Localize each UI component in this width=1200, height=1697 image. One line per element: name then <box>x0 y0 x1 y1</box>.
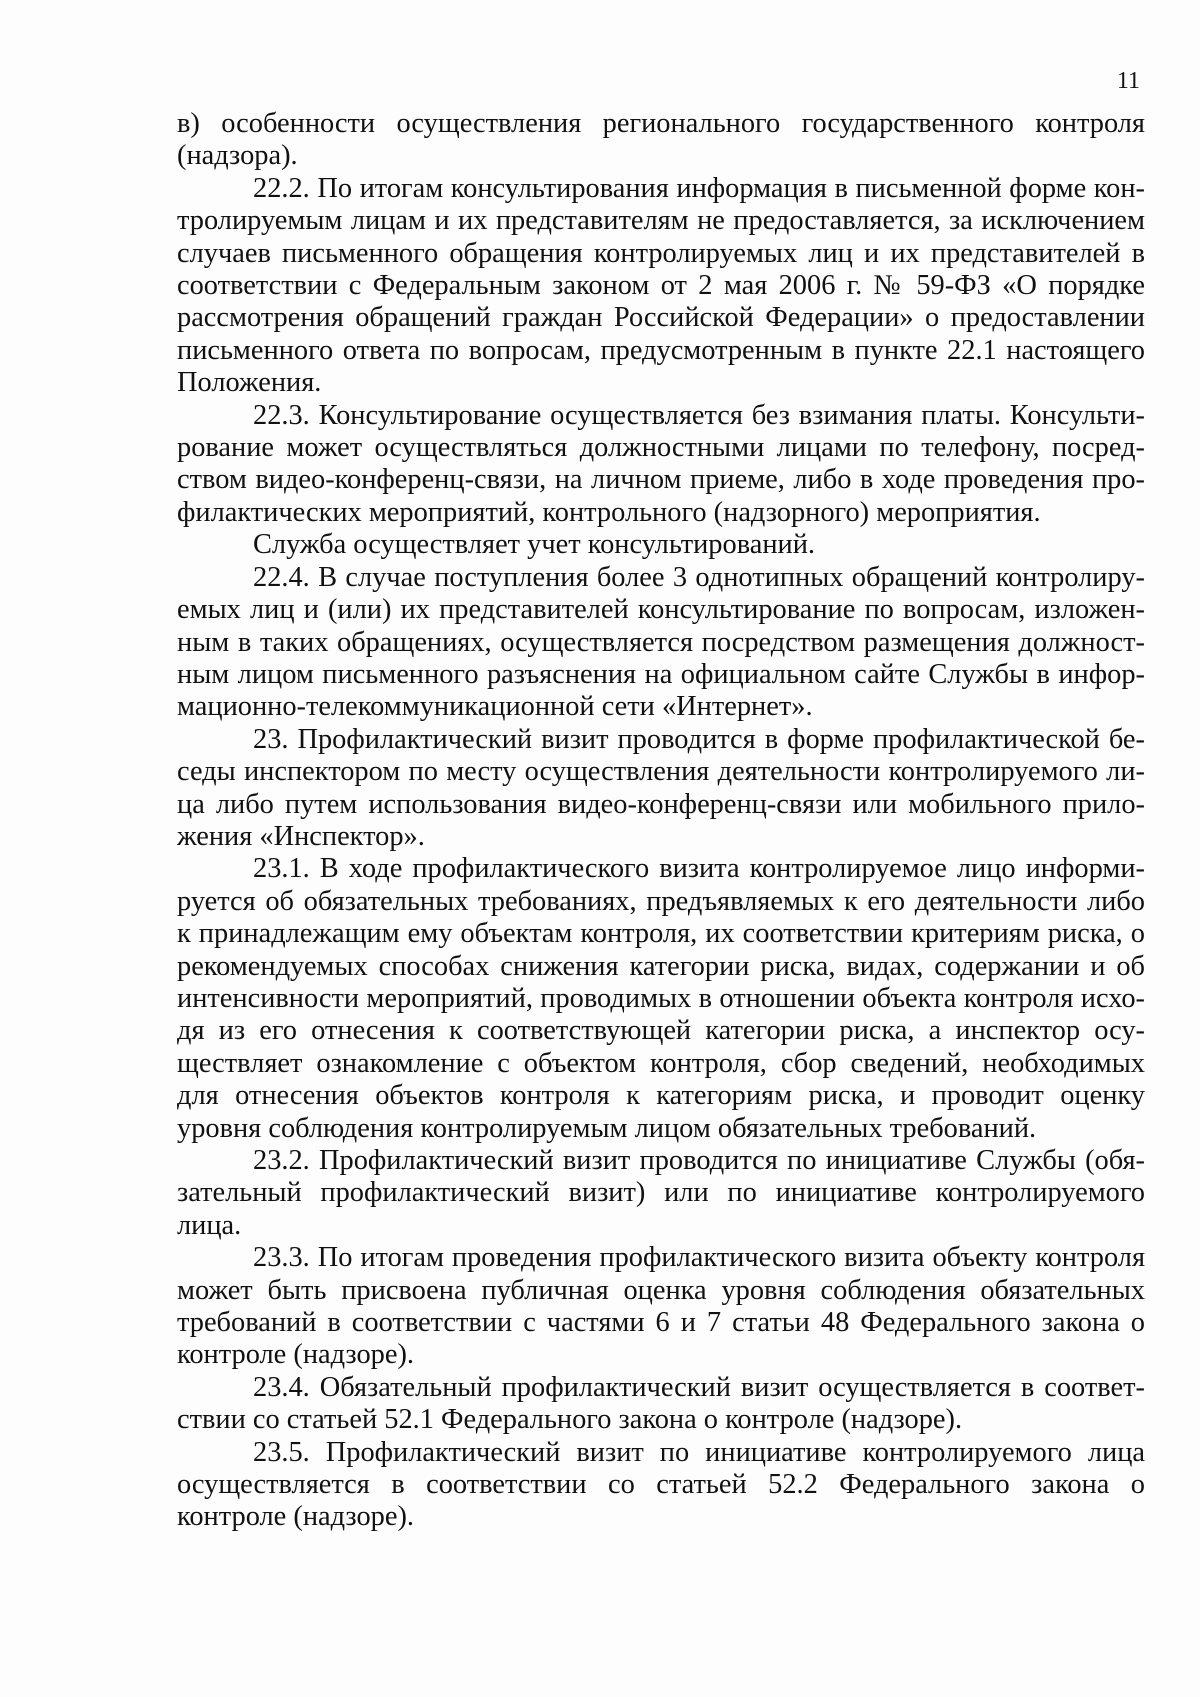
paragraph: 22.3. Консультирование осуществляется без взимания платы. Консультирование может осуществляться должностными лицами по телефону, посредством видео-конференц-связи, на личном приеме, либо в ходе проведения профилактических мероприятий, контрольного (надзорного) мероприятия. <box>177 399 1145 528</box>
paragraph: в) особенности осуществления регионального государственного контроля (надзора). <box>177 108 1145 172</box>
paragraph: 23.5. Профилактический визит по инициативе контролируемого лица осуществляется в соответствии со статьей 52.2 Федерального закона о контроле (надзоре). <box>177 1436 1145 1533</box>
paragraph: 23.4. Обязательный профилактический визит осуществляется в соответствии со статьей 52.1 Федерального закона о контроле (надзоре). <box>177 1371 1145 1436</box>
paragraph: 23. Профилактический визит проводится в форме профилактической беседы инспектором по месту осуществления деятельности контролируемого лица либо путем использования видео-конференц-связи или мобильного приложения «Инспектор». <box>177 723 1145 852</box>
paragraph: 22.2. По итогам консультирования информация в письменной форме контролируемым лицам и их представителям не предоставляется, за исключением случаев письменного обращения контролируемых лиц и их представителей в соответствии с Федеральным законом от 2 мая 2006 г. № 59-ФЗ «О порядке рассмотрения обращений граждан Российской Федерации» о предоставлении письменного ответа по вопросам, предусмотренным в пункте 22.1 настоящего Положения. <box>177 172 1145 399</box>
page-number: 11 <box>1116 68 1140 94</box>
document-body <box>177 108 1145 1534</box>
paragraph: Служба осуществляет учет консультирований. <box>253 529 816 561</box>
paragraph: 22.4. В случае поступления более 3 однотипных обращений контролируемых лиц и (или) их представителей консультирование по вопросам, изложенным в таких обращениях, осуществляется посредством размещения должностным лицом письменного разъяснения на официальном сайте Службы в информационно-телекоммуникационной сети «Интернет». <box>177 561 1145 723</box>
paragraph: 23.2. Профилактический визит проводится по инициативе Службы (обязательный профилактический визит) или по инициативе контролируемого лица. <box>177 1145 1145 1241</box>
paragraph: 23.1. В ходе профилактического визита контролируемое лицо информируется об обязательных требованиях, предъявляемых к его деятельности либо к принадлежащим ему объектам контроля, их соответствии критериям риска, о рекомендуемых способах снижения категории риска, видах, содержании и об интенсивности мероприятий, проводимых в отношении объекта контроля исходя из его отнесения к соответствующей категории риска, а инспектор осуществляет ознакомление с объектом контроля, сбор сведений, необходимых для отнесения объектов контроля к категориям риска, и проводит оценку уровня соблюдения контролируемым лицом обязательных требований. <box>177 853 1145 1144</box>
paragraph: 23.3. По итогам проведения профилактического визита объекту контроля может быть присвоена публичная оценка уровня соблюдения обязательных требований в соответствии с частями 6 и 7 статьи 48 Федерального закона о контроле (надзоре). <box>177 1242 1145 1371</box>
